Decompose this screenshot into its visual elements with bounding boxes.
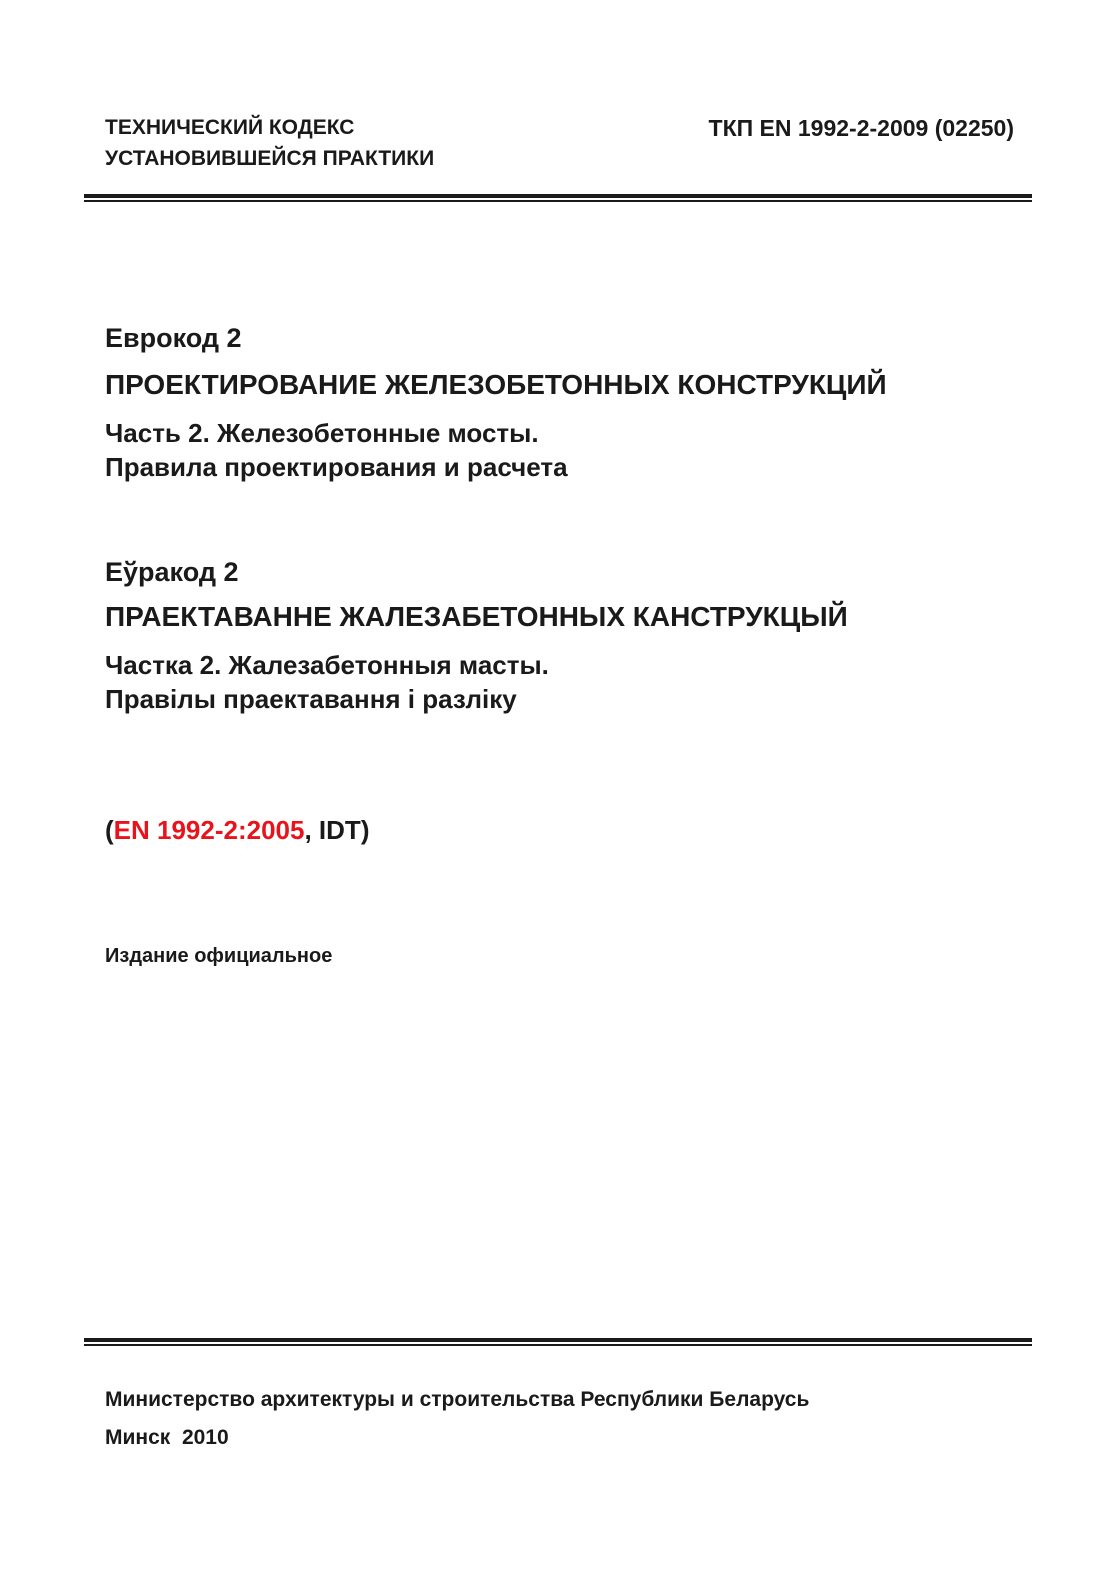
identity-statement xyxy=(105,815,369,846)
title-by-part-line-2: Правілы праектавання і разліку xyxy=(105,684,517,714)
identity-standard-ref: EN 1992-2:2005 xyxy=(113,815,305,845)
publisher-ministry: Министерство архитектуры и строительства Республики Беларусь xyxy=(105,1388,810,1411)
title-by-part-line-1: Частка 2. Жалезабетонныя масты. xyxy=(105,650,549,680)
document-designation: ТКП EN 1992-2-2009 (02250) xyxy=(708,115,1014,141)
title-ru-part-line-2: Правила проектирования и расчета xyxy=(105,452,568,482)
title-ru-main: ПРОЕКТИРОВАНИЕ ЖЕЛЕЗОБЕТОННЫХ КОНСТРУКЦИЙ xyxy=(105,369,887,400)
title-by-series: Еўракод 2 xyxy=(105,557,239,587)
title-ru-part-line-1: Часть 2. Железобетонные мосты. xyxy=(105,418,539,448)
title-by-main: ПРАЕКТАВАННЕ ЖАЛЕЗАБЕТОННЫХ КАНСТРУКЦЫЙ xyxy=(105,601,848,632)
title-ru-series: Еврокод 2 xyxy=(105,323,242,353)
bottom-rule-thick xyxy=(84,1338,1032,1342)
identity-open-paren: ( xyxy=(105,815,114,845)
bottom-rule-thin xyxy=(84,1344,1032,1346)
edition-label: Издание официальное xyxy=(105,945,333,967)
top-rule-thin xyxy=(84,200,1032,202)
publisher-city-year: Минск 2010 xyxy=(105,1426,229,1449)
code-type-line-2: УСТАНОВИВШЕЙСЯ ПРАКТИКИ xyxy=(105,147,435,170)
top-rule-thick xyxy=(84,194,1032,198)
identity-suffix: , IDT) xyxy=(304,815,370,845)
code-type-line-1: ТЕХНИЧЕСКИЙ КОДЕКС xyxy=(105,116,355,139)
